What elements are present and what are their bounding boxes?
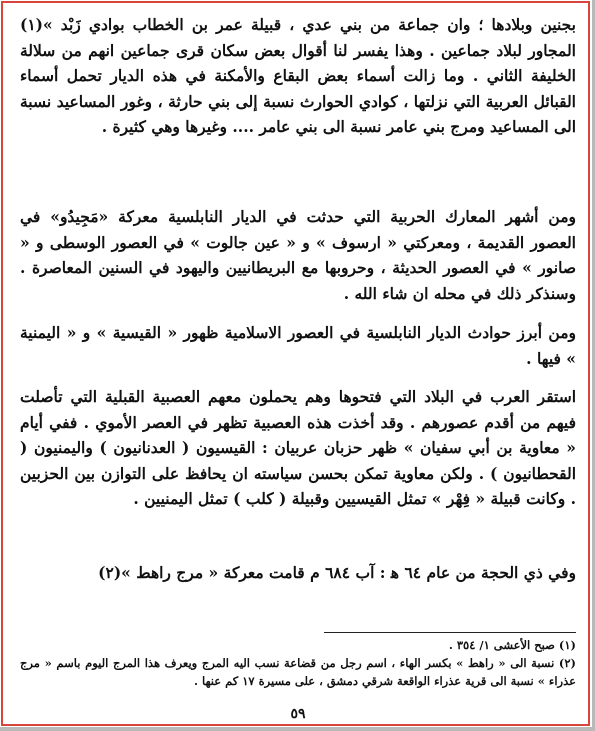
paragraph-2: ومن أشهر المعارك الحربية التي حدثت في الديار النابلسية معركة «مَجِيدُو» في العصور القديمة ، ومعركتي « ارسوف » و « عين جالوت » في العصور الوسطى و « صانور » في العصور الحديثة ، وحروبها مع البريطانيين واليهود في السنين المعاصرة . وسنذكر ذلك في محله ان شاء الله .: [20, 207, 576, 303]
footnote-1: (١) صبح الأعشى ١/ ٣٥٤ .: [448, 638, 576, 652]
footnote-2: (٢) نسبة الى « راهط » بكسر الهاء ، اسم رجل من قضاعة نسب اليه المرج ويعرف هذا المرج اليوم باسم « مرج عذراء » نسبة الى قرية عذراء الواقعة شرقي دمشق ، على مسيرة ١٧ كم عنها .: [20, 656, 576, 688]
footnotes: [20, 636, 576, 690]
paragraph-5: وفي ذي الحجة من عام ٦٤ ﻫ : آب ٦٨٤ م قامت معركة « مرج راهط »(٢): [98, 563, 576, 582]
horizontal-scrollbar[interactable]: [0, 727, 595, 731]
page-number: ٥٩: [290, 706, 306, 722]
paragraph-1: بجنين وبلادها ؛ وان جماعة من بني عدي ، قبيلة عمر بن الخطاب بوادي زَبْد »(١) المجاور لبلاد جماعين . وهذا يفسر لنا أقوال بعض سكان قرى جماعين انهم من سلالة الخليفة الثاني . وما زالت أسماء بعض البقاع والأمكنة في هذه الديار تحمل أسماء القبائل العربية التي نزلتها ، كوادي الحوارث نسبة إلى بني حارثة ، وغور المساعيد نسبة الى المساعيد ومرج بني عامر نسبة الى بني عامر .... وغيرها وهي كثيرة .: [20, 15, 576, 136]
paragraph-3: ومن أبرز حوادث الديار النابلسية في العصور الاسلامية ظهور « القيسية » و « اليمنية » فيها .: [20, 323, 576, 368]
footnote-separator: [324, 632, 576, 633]
paragraph-4: استقر العرب في البلاد التي فتحوها وهم يحملون معهم العصبية القبلية التي تأصلت فيهم من أقدم عصورهم . وقد أخذت هذه العصبية تظهر في العصر الأموي . ففي أيام « معاوية بن أبي سفيان » ظهر حزبان عربيان : القيسيون ( العدنانيون ) واليمنيون ( القحطانيون ) . ولكن معاوية تمكن بحسن سياسته ان يحافظ على التوازن بين الحزبين . وكانت قبيلة « فِهْر » تمثل القيسيين وقبيلة ( كلب ) تمثل اليمنيين .: [20, 387, 576, 508]
